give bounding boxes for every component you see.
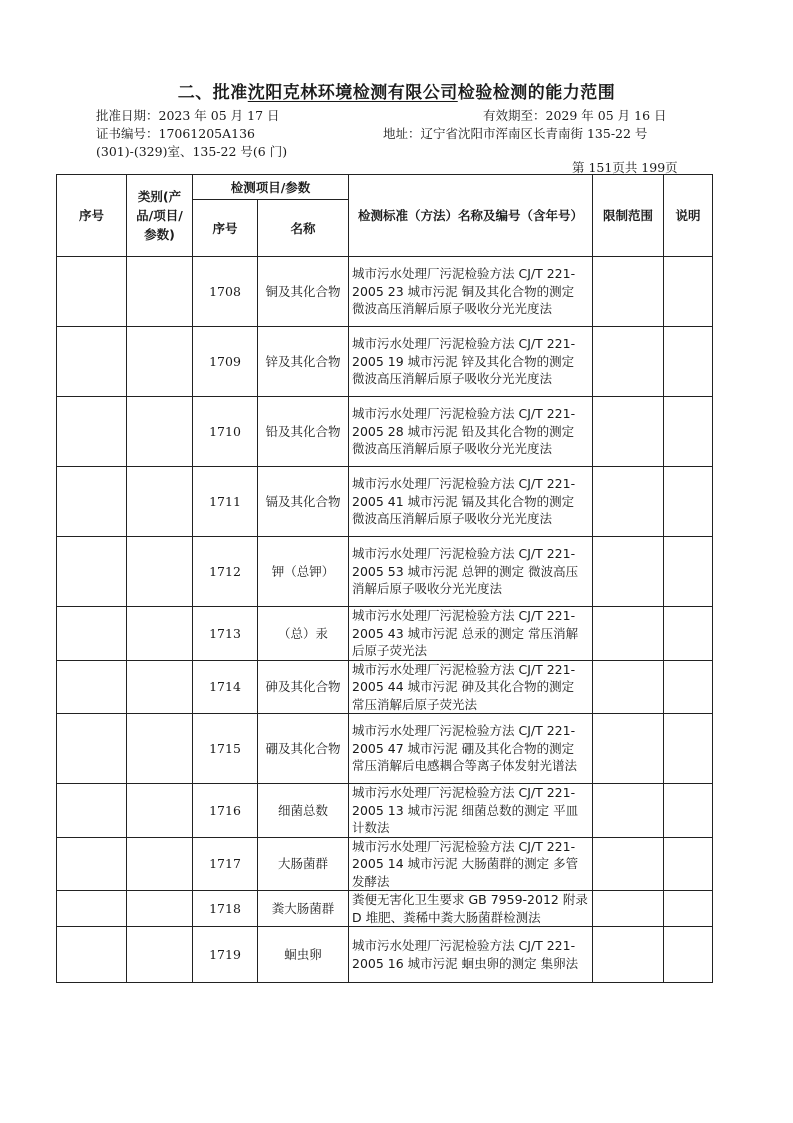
limit-cell: [593, 467, 664, 537]
item-name: 铜及其化合物: [258, 257, 349, 327]
limit-cell: [593, 607, 664, 661]
table-row: [57, 927, 713, 983]
header-item-no: 序号: [193, 200, 258, 257]
header-note: 说明: [664, 175, 713, 257]
item-name: 硼及其化合物: [258, 714, 349, 784]
category-cell: [127, 327, 193, 397]
table-row: [57, 257, 713, 327]
category-cell: [127, 891, 193, 927]
note-cell: [664, 714, 713, 784]
category-cell: [127, 397, 193, 467]
item-name: 蛔虫卵: [258, 927, 349, 983]
item-standard: 城市污水处理厂污泥检验方法 CJ/T 221-2005 28 城市污泥 铅及其化合物的测定 微波高压消解后原子吸收分光光度法: [349, 397, 593, 467]
table-row: [57, 784, 713, 838]
note-cell: [664, 537, 713, 607]
item-standard: 城市污水处理厂污泥检验方法 CJ/T 221-2005 19 城市污泥 锌及其化合物的测定 微波高压消解后原子吸收分光光度法: [349, 327, 593, 397]
address: 地址：辽宁省沈阳市浑南区长青南街 135-22 号: [383, 126, 648, 141]
item-name: 锌及其化合物: [258, 327, 349, 397]
seq-cell: [57, 607, 127, 661]
capability-table: [56, 174, 713, 983]
item-standard: 城市污水处理厂污泥检验方法 CJ/T 221-2005 44 城市污泥 砷及其化合物的测定 常压消解后原子荧光法: [349, 660, 593, 714]
item-standard: 城市污水处理厂污泥检验方法 CJ/T 221-2005 53 城市污泥 总钾的测定 微波高压消解后原子吸收分光光度法: [349, 537, 593, 607]
note-cell: [664, 837, 713, 891]
item-no: 1719: [193, 927, 258, 983]
item-standard: 城市污水处理厂污泥检验方法 CJ/T 221-2005 13 城市污泥 细菌总数的测定 平皿计数法: [349, 784, 593, 838]
category-cell: [127, 784, 193, 838]
note-cell: [664, 607, 713, 661]
item-no: 1713: [193, 607, 258, 661]
limit-cell: [593, 537, 664, 607]
note-cell: [664, 327, 713, 397]
item-standard: 粪便无害化卫生要求 GB 7959-2012 附录D 堆肥、粪稀中粪大肠菌群检测法: [349, 891, 593, 927]
certificate-number: 证书编号：17061205A136: [96, 126, 256, 141]
item-standard: 城市污水处理厂污泥检验方法 CJ/T 221-2005 41 城市污泥 镉及其化合物的测定 微波高压消解后原子吸收分光光度法: [349, 467, 593, 537]
page-title: [0, 78, 793, 103]
table-row: [57, 537, 713, 607]
item-no: 1718: [193, 891, 258, 927]
category-cell: [127, 714, 193, 784]
category-cell: [127, 537, 193, 607]
seq-cell: [57, 927, 127, 983]
table-row: [57, 467, 713, 537]
item-name: 铅及其化合物: [258, 397, 349, 467]
title-prefix: 二、批准: [177, 83, 248, 103]
item-no: 1711: [193, 467, 258, 537]
table-row: [57, 327, 713, 397]
note-cell: [664, 660, 713, 714]
seq-cell: [57, 891, 127, 927]
category-cell: [127, 660, 193, 714]
limit-cell: [593, 891, 664, 927]
seq-cell: [57, 714, 127, 784]
item-name: 粪大肠菌群: [258, 891, 349, 927]
note-cell: [664, 784, 713, 838]
seq-cell: [57, 327, 127, 397]
item-no: 1710: [193, 397, 258, 467]
note-cell: [664, 397, 713, 467]
table-row: [57, 891, 713, 927]
valid-until: 有效期至：2029 年 05 月 16 日: [483, 108, 667, 123]
item-no: 1709: [193, 327, 258, 397]
address-continued: (301)-(329)室、135-22 号(6 门): [96, 144, 288, 159]
header-seq: 序号: [57, 175, 127, 257]
header-item-group: 检测项目/参数: [193, 175, 349, 200]
limit-cell: [593, 714, 664, 784]
header-limit: 限制范围: [593, 175, 664, 257]
item-no: 1708: [193, 257, 258, 327]
table-row: [57, 660, 713, 714]
header-category: 类别(产品/项目/参数): [127, 175, 193, 257]
seq-cell: [57, 660, 127, 714]
item-no: 1715: [193, 714, 258, 784]
limit-cell: [593, 397, 664, 467]
header-standard: 检测标准（方法）名称及编号（含年号）: [349, 175, 593, 257]
limit-cell: [593, 927, 664, 983]
category-cell: [127, 837, 193, 891]
note-cell: [664, 891, 713, 927]
item-name: （总）汞: [258, 607, 349, 661]
note-cell: [664, 927, 713, 983]
item-no: 1712: [193, 537, 258, 607]
limit-cell: [593, 660, 664, 714]
item-name: 砷及其化合物: [258, 660, 349, 714]
seq-cell: [57, 537, 127, 607]
seq-cell: [57, 467, 127, 537]
note-cell: [664, 257, 713, 327]
item-name: 大肠菌群: [258, 837, 349, 891]
seq-cell: [57, 257, 127, 327]
item-standard: 城市污水处理厂污泥检验方法 CJ/T 221-2005 23 城市污泥 铜及其化合物的测定 微波高压消解后原子吸收分光光度法: [349, 257, 593, 327]
note-cell: [664, 467, 713, 537]
item-name: 细菌总数: [258, 784, 349, 838]
approval-date: 批准日期：2023 年 05 月 17 日: [96, 108, 280, 123]
table-row: [57, 397, 713, 467]
category-cell: [127, 927, 193, 983]
table-row: [57, 607, 713, 661]
title-suffix: 检验检测的能力范围: [457, 83, 616, 103]
limit-cell: [593, 784, 664, 838]
limit-cell: [593, 837, 664, 891]
seq-cell: [57, 397, 127, 467]
table-row: [57, 837, 713, 891]
category-cell: [127, 257, 193, 327]
header-item-name: 名称: [258, 200, 349, 257]
page-info: 第 151页共 199页: [572, 160, 678, 175]
item-no: 1714: [193, 660, 258, 714]
item-standard: 城市污水处理厂污泥检验方法 CJ/T 221-2005 14 城市污泥 大肠菌群的测定 多管发酵法: [349, 837, 593, 891]
item-no: 1717: [193, 837, 258, 891]
category-cell: [127, 467, 193, 537]
seq-cell: [57, 837, 127, 891]
title-org-name: 沈阳克林环境检测有限公司: [247, 83, 458, 103]
table-row: [57, 714, 713, 784]
item-no: 1716: [193, 784, 258, 838]
limit-cell: [593, 257, 664, 327]
item-standard: 城市污水处理厂污泥检验方法 CJ/T 221-2005 16 城市污泥 蛔虫卵的测定 集卵法: [349, 927, 593, 983]
item-name: 钾（总钾）: [258, 537, 349, 607]
seq-cell: [57, 784, 127, 838]
item-name: 镉及其化合物: [258, 467, 349, 537]
item-standard: 城市污水处理厂污泥检验方法 CJ/T 221-2005 43 城市污泥 总汞的测定 常压消解后原子荧光法: [349, 607, 593, 661]
item-standard: 城市污水处理厂污泥检验方法 CJ/T 221-2005 47 城市污泥 硼及其化合物的测定 常压消解后电感耦合等离子体发射光谱法: [349, 714, 593, 784]
category-cell: [127, 607, 193, 661]
limit-cell: [593, 327, 664, 397]
